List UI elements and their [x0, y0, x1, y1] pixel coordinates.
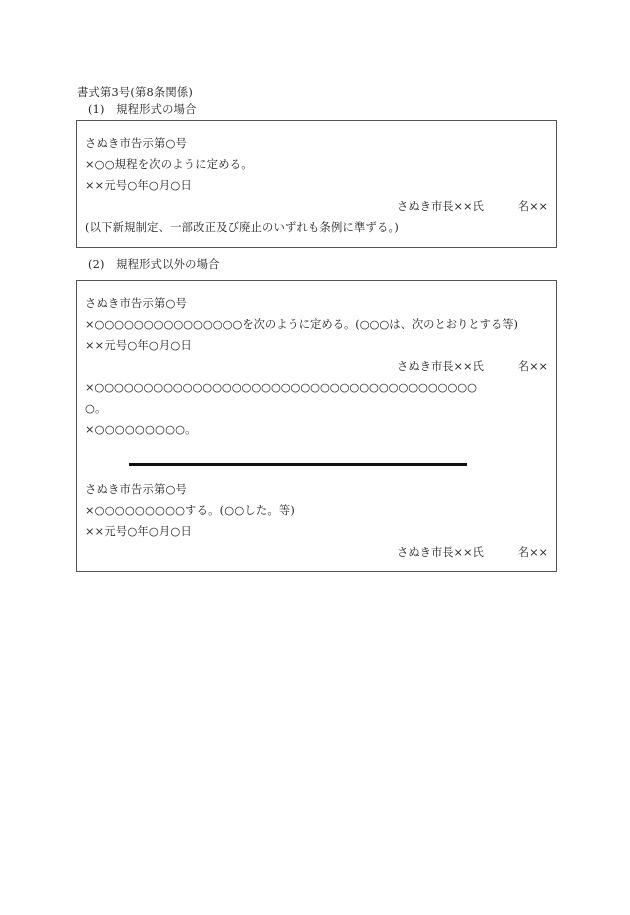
- section1-heading: (1) 規程形式の場合: [88, 103, 197, 116]
- section1-box: [76, 120, 557, 248]
- section2-box: [76, 280, 557, 572]
- signature-name: 名××: [517, 360, 548, 373]
- notice-date: ××元号○年○月○日: [85, 339, 192, 352]
- notice-statement: ×○○○○○○○○○○○○○○○を次のように定める。(○○○は、次のとおりとする等): [85, 318, 518, 331]
- note-text: (以下新規制定、一部改正及び廃止のいずれも条例に準ずる。): [85, 221, 399, 234]
- body-line: ×○○○○○○○○○。: [85, 423, 197, 436]
- notice-number: さぬき市告示第○号: [85, 483, 188, 496]
- mayor-signature: [397, 360, 548, 374]
- notice-date: ××元号○年○月○日: [85, 525, 192, 538]
- signature-title: さぬき市長××氏: [397, 200, 484, 213]
- notice-number: さぬき市告示第○号: [85, 297, 188, 310]
- form-title: 書式第3号(第8条関係): [77, 86, 193, 99]
- notice-statement: ×○○規程を次のように定める。: [85, 158, 253, 171]
- signature-name: 名××: [517, 546, 548, 559]
- separator-line: [129, 463, 467, 466]
- signature-title: さぬき市長××氏: [397, 360, 484, 373]
- notice-number: さぬき市告示第○号: [85, 137, 188, 150]
- body-line: ○。: [85, 402, 107, 415]
- notice-statement: ×○○○○○○○○○する。(○○した。等): [85, 504, 295, 517]
- mayor-signature: [397, 546, 548, 560]
- body-line: ×○○○○○○○○○○○○○○○○○○○○○○○○○○○○○○○○○○○○○○○: [85, 381, 477, 394]
- notice-date: ××元号○年○月○日: [85, 179, 192, 192]
- section2-heading: (2) 規程形式以外の場合: [88, 258, 220, 271]
- signature-name: 名××: [517, 200, 548, 213]
- signature-title: さぬき市長××氏: [397, 546, 484, 559]
- mayor-signature: [397, 200, 548, 214]
